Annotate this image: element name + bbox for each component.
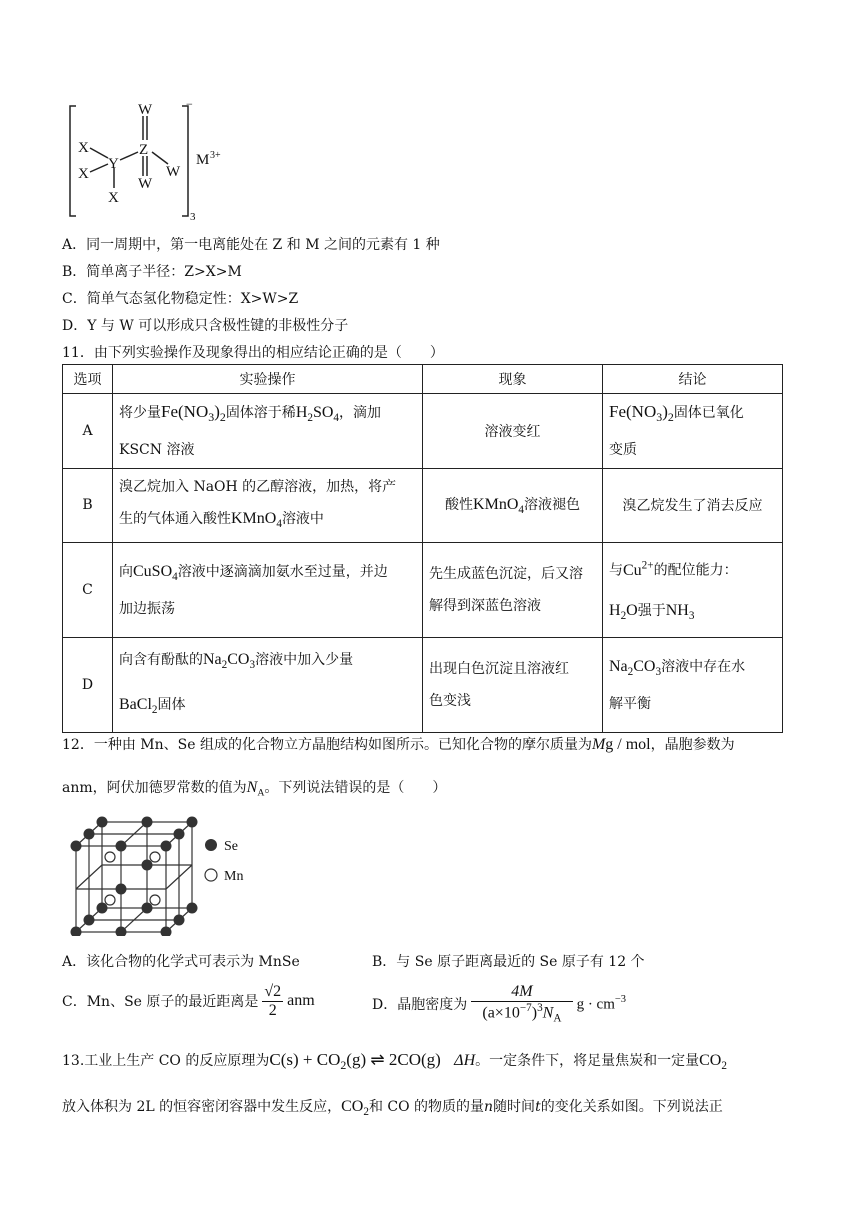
row-operation: 向CuSO$_4$溶液中逐滴滴加氨水至过量，并边 加边振荡 [113, 542, 423, 638]
row-conclusion: 溴乙烷发生了消去反应 [603, 468, 783, 542]
row-conclusion: $Na_2CO_3$溶液中存在水 解平衡 [603, 638, 783, 733]
q10-option-d: D．Y 与 W 可以形成只含极性键的非极性分子 [62, 318, 349, 334]
y-atom: Y [108, 156, 119, 172]
q10-option-b: B．简单离子半径：Z>X>M [62, 264, 242, 280]
cation-charge: 3+ [210, 150, 221, 161]
w-right: W [166, 164, 181, 180]
table-row [63, 638, 783, 733]
table-row [63, 542, 783, 638]
se-legend-label: Se [224, 839, 238, 854]
q13-line1: 13.工业上生产 CO 的反应原理为$C(s) + CO_2(g)$ ⇌ 2CO(g) ΔH。一定条件下，将足量焦炭和一定量$CO_2$ [62, 1050, 727, 1073]
q13-line2: 放入体积为 2L 的恒容密闭容器中发生反应，$CO_2$和 CO 的物质的量n随时间t的变化关系如图。下列说法正 [62, 1098, 723, 1118]
q11-stem: 11．由下列实验操作及现象得出的相应结论正确的是（ ） [62, 345, 444, 361]
table-header-row [63, 365, 783, 394]
mn-legend-dot [205, 869, 217, 881]
q12-stem-line1: 12．一种由 Mn、Se 组成的化合物立方晶胞结构如图所示。已知化合物的摩尔质量为Mg / mol，晶胞参数为 [62, 736, 735, 753]
row-operation: 溴乙烷加入 NaOH 的乙醇溶液，加热，将产 生的气体通入酸性KMnO$_4$溶液中 [113, 468, 423, 542]
q12-option-d: D．晶胞密度为 4M $(a\times 10^{-7})^3N_A$ $g \cdot cm^{-3}$ [372, 983, 627, 1025]
header-conclusion: 结论 [603, 365, 783, 394]
row-operation: 将少量$Fe(NO_3)_2$固体溶于稀$H_2SO_4$，滴加 KSCN 溶液 [113, 394, 423, 469]
x-upper: X [78, 140, 89, 156]
table-row [63, 394, 783, 469]
table-row [63, 468, 783, 542]
cation: M [196, 152, 210, 168]
q10-option-a: A．同一周期中，第一电离能处在 Z 和 M 之间的元素有 1 种 [62, 237, 440, 253]
q12-stem-line2: anm，阿伏加德罗常数的值为$N_A$。下列说法错误的是（ ） [62, 779, 447, 799]
q12-option-c: C．Mn、Se 原子的最近距离是 √2 2 anm [62, 982, 315, 1019]
x-bottom: X [108, 190, 119, 206]
row-phenomenon: 出现白色沉淀且溶液红 色变浅 [423, 638, 603, 733]
row-phenomenon: 酸性KMnO$_4$溶液褪色 [423, 468, 603, 542]
row-label: A [63, 394, 113, 469]
row-label: B [63, 468, 113, 542]
w-top: W [138, 102, 153, 118]
mn-legend-label: Mn [224, 869, 244, 884]
q12-option-b: B．与 Se 原子距离最近的 Se 原子有 12 个 [372, 954, 645, 970]
w-bottom: W [138, 176, 153, 192]
row-phenomenon: 溶液变红 [423, 394, 603, 469]
anion-charge: − [186, 97, 193, 111]
row-operation: 向含有酚酞的$Na_2CO_3$溶液中加入少量 BaCl$_2$固体 [113, 638, 423, 733]
q10-option-c: C．简单气态氢化物稳定性：X>W>Z [62, 291, 299, 307]
row-label: C [63, 542, 113, 638]
row-label: D [63, 638, 113, 733]
header-option: 选项 [63, 365, 113, 394]
z-atom: Z [139, 142, 149, 158]
x-lower: X [78, 166, 89, 182]
row-phenomenon: 先生成蓝色沉淀，后又溶 解得到深蓝色溶液 [423, 542, 603, 638]
row-conclusion: $Fe(NO_3)_2$固体已氧化 变质 [603, 394, 783, 469]
crystal-cell-diagram [66, 812, 256, 936]
q10-structure-diagram [62, 96, 242, 222]
header-operation: 实验操作 [113, 365, 423, 394]
bracket-subscript: 3 [190, 211, 196, 222]
header-phenomenon: 现象 [423, 365, 603, 394]
q11-table [62, 364, 783, 733]
q12-option-a: A．该化合物的化学式可表示为 MnSe [62, 954, 300, 970]
se-legend-dot [205, 839, 217, 851]
row-conclusion: 与$Cu^{2+}$的配位能力： $H_2O$强于$NH_3$ [603, 542, 783, 638]
